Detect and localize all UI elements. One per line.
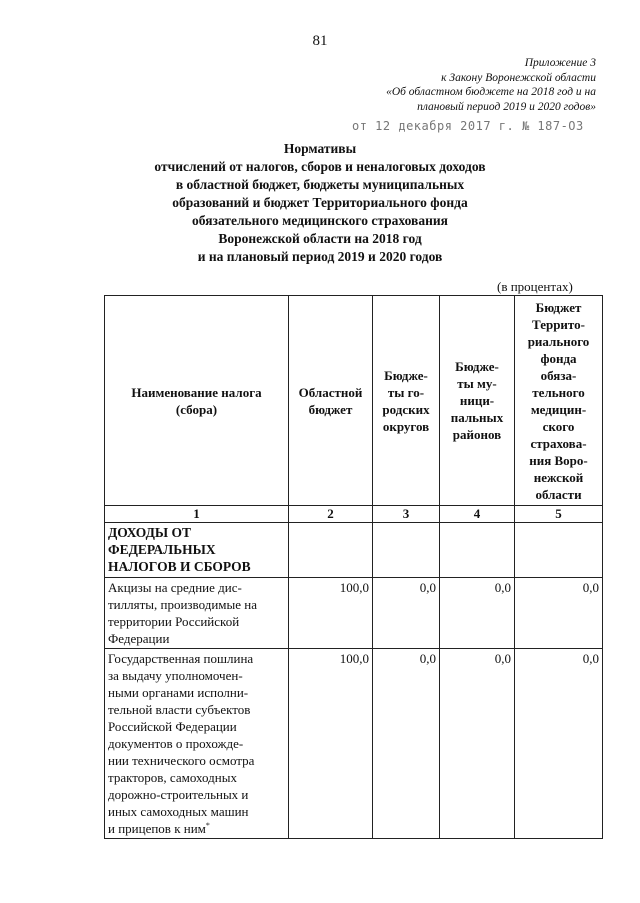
title-line: обязательного медицинского страхования	[192, 213, 448, 228]
table-row	[105, 649, 603, 839]
header-line: Областной	[298, 384, 363, 400]
table-header-row	[105, 296, 603, 506]
header-line: Бюдже-	[455, 359, 499, 374]
column-number: 4	[440, 506, 515, 523]
header-line: риального	[527, 333, 590, 349]
header-line: Террито-	[532, 316, 585, 332]
value-city-districts: 0,0	[373, 578, 440, 649]
title-line: Нормативы	[283, 141, 357, 156]
tax-name-line: дорожно-строительных и	[108, 787, 249, 802]
tax-name-line: Акцизы на средние дис-	[108, 580, 242, 595]
tax-name-line	[108, 820, 285, 837]
annex-line: Приложение 3	[524, 57, 596, 69]
header-line: страхова-	[530, 435, 587, 451]
law-date-stamp: от 12 декабря 2017 г. № 187-ОЗ	[352, 119, 584, 133]
tax-name-line: Федерации	[108, 631, 170, 646]
section-line: НАЛОГОВ И СБОРОВ	[108, 559, 251, 574]
annex-line: к Закону Воронежской области	[441, 71, 596, 84]
page-number: 81	[312, 33, 328, 49]
header-medical-insurance-fund	[515, 296, 603, 506]
units-note: (в процентах)	[497, 279, 573, 294]
title-line: образований и бюджет Территориального фонда	[172, 195, 468, 210]
column-number: 5	[515, 506, 603, 523]
header-line: ского	[542, 418, 575, 434]
value-city-districts: 0,0	[373, 649, 440, 839]
header-municipal-districts	[440, 296, 515, 506]
value-medical-insurance-fund: 0,0	[515, 578, 603, 649]
tax-name-line: Государственная пошлина	[108, 651, 254, 666]
tax-name-line: за выдачу уполномочен-	[108, 668, 243, 683]
header-line: округов	[382, 418, 430, 434]
header-line: медицин-	[530, 401, 587, 417]
table-row	[105, 578, 603, 649]
header-line: ты му-	[457, 376, 497, 391]
header-line: (сбора)	[175, 401, 218, 417]
tax-name-line: тилляты, производимые на	[108, 597, 258, 612]
tax-name-line: тракторов, самоходных	[108, 770, 237, 785]
section-row	[105, 523, 603, 578]
section-title	[105, 523, 289, 578]
empty-cell	[289, 523, 373, 578]
tax-name-line: нии технического осмотра	[108, 753, 255, 768]
tax-name-line: иных самоходных машин	[108, 804, 249, 819]
tax-name-text: и прицепов к ним	[108, 821, 206, 836]
header-line: ты го-	[387, 384, 425, 400]
value-municipal-districts: 0,0	[440, 649, 515, 839]
title-line: и на плановый период 2019 и 2020 годов	[197, 249, 443, 264]
empty-cell	[373, 523, 440, 578]
title-line: в областной бюджет, бюджеты муниципальных	[175, 177, 465, 192]
header-line: области	[535, 486, 582, 502]
header-line: обяза-	[540, 367, 577, 383]
header-line: тельного	[532, 384, 585, 400]
value-regional-budget: 100,0	[289, 578, 373, 649]
header-line: Бюджет	[535, 299, 582, 315]
header-tax-name	[105, 296, 289, 506]
column-number: 2	[289, 506, 373, 523]
tax-name-cell	[105, 649, 289, 839]
header-line: Наименование налога	[131, 384, 262, 400]
header-line: ници-	[459, 393, 495, 408]
header-line: бюджет	[308, 401, 353, 417]
annex-header	[296, 56, 596, 114]
column-number-row	[105, 506, 603, 523]
section-line: ФЕДЕРАЛЬНЫХ	[108, 542, 216, 557]
header-line: пальных	[450, 410, 504, 425]
title-line: Воронежской области на 2018 год	[218, 231, 422, 246]
header-regional-budget	[289, 296, 373, 506]
header-line: нежской	[533, 469, 584, 485]
annex-line: плановый период 2019 и 2020 годов»	[417, 100, 596, 113]
header-line: фонда	[540, 350, 577, 366]
tax-name-line: территории Российской	[108, 614, 240, 629]
footnote-marker: *	[205, 821, 210, 830]
header-city-districts	[373, 296, 440, 506]
header-line: Бюдже-	[384, 367, 428, 383]
header-line: районов	[452, 427, 502, 442]
value-medical-insurance-fund: 0,0	[515, 649, 603, 839]
tax-name-line: документов о прохожде-	[108, 736, 244, 751]
empty-cell	[440, 523, 515, 578]
column-number: 1	[105, 506, 289, 523]
value-regional-budget: 100,0	[289, 649, 373, 839]
tax-name-line: тельной власти субъектов	[108, 702, 251, 717]
tax-name-cell	[105, 578, 289, 649]
column-number: 3	[373, 506, 440, 523]
header-line: ния Воро-	[529, 452, 588, 468]
header-line: родских	[382, 401, 430, 417]
section-line: ДОХОДЫ ОТ	[108, 525, 192, 540]
empty-cell	[515, 523, 603, 578]
title-line: отчислений от налогов, сборов и неналоговых доходов	[154, 159, 486, 174]
tax-name-line: Российской Федерации	[108, 719, 237, 734]
norms-table	[104, 295, 603, 839]
annex-line: «Об областном бюджете на 2018 год и на	[386, 86, 596, 98]
tax-name-line: ными органами исполни-	[108, 685, 249, 700]
value-municipal-districts: 0,0	[440, 578, 515, 649]
document-title	[90, 140, 550, 266]
